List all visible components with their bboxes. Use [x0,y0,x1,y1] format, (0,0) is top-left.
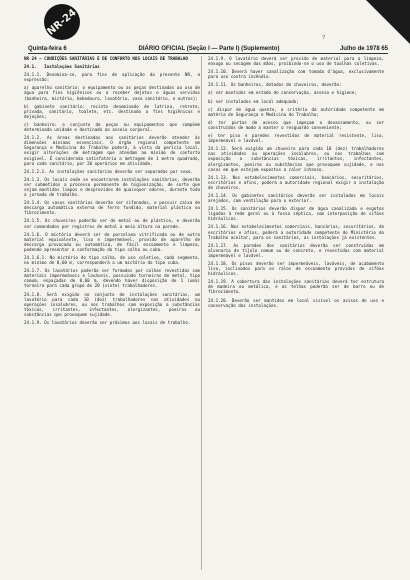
paragraph: 24.1.15. Os sanitários deverão dispor de água canalizada e esgotos ligados à rede geral ou à fossa séptica, com interposição de sifões hidráulicos. [208,206,387,222]
paragraph: 24.1.13. Nos estabelecimentos comerciais, bancários, securitários, escritórios e afins, poderá a autoridade regional exigir a instalação de chuveiros. [208,174,387,190]
page-number: 7 [322,35,326,41]
paragraph: 24.1.10. Deverá haver canalização com tomada d'água, exclusivamente para uso contra incêndio. [208,69,387,80]
header-title: DIÁRIO OFICIAL (Seção I — Parte I) (Suplemento) [138,45,280,52]
paragraph: c) dispor de água quente, a critério da autoridade competente em matéria de Segurança e Medicina do Trabalho; [208,106,387,117]
paragraph: 24.1.2. As áreas destinadas aos sanitários deverão atender às dimensões mínimas essenciais. O órgão regional competente em Segurança e Medicina do Trabalho poderá, à vista da perícia local, exigir alterações de metragem que atendam ao mínimo de conforto exigível. É considerada satisfatória a metragem de 1 metro quadrado, para cada sanitário, por 20 operários em atividade. [24,135,200,166]
right-column [208,56,387,572]
paragraph: 24.1.1. Denomina-se, para fins de aplicação da presente NR, a expressão: [24,72,200,83]
paragraph: 24.1.17. As paredes dos sanitários deverão ser construídas em alvenaria de tijolo comum ou de concreto, e revestidas com material impermeável e lavável. [208,242,387,258]
paragraph: b) gabinete sanitário: recinto denominado de latrina, retrete, privada, sanitário, toalete, etc. destinado a fins higiênicos e dejeções; [24,103,200,119]
paragraph: 24.1.16. Nos estabelecimentos comerciais, bancários, securitários, de escritórios e afins, poderá a autoridade competente do Ministério do Trabalho aceitar, para os sanitários, as instalações já existentes. [208,224,387,240]
paragraph: 24.1.14. Os gabinetes sanitários deverão ser instalados em locais arejados, com ventilação para o exterior. [208,192,387,204]
paragraph: c) banheiro: o conjunto de peças ou equipamentos que compõem determinada unidade e destinado ao asseio corporal. [24,121,200,133]
paragraph: 24.1.6.1. No mictório do tipo calha, de uso coletivo, cada segmento, no mínimo de 0,60 m, corresponderá a um mictório do tipo cuba. [24,255,200,266]
section-heading: NR 24 — CONDIÇÕES SANITÁRIAS E DE CONFORTO NOS LOCAIS DE TRABALHO [24,56,188,61]
black-corner [366,0,410,44]
paragraph: 24.1.5. Os chuveiros poderão ser de metal ou de plástico, e deverão ser comandados por registros de metal a meia altura na parede. [24,218,200,229]
paragraph: 24.1.8. Será exigido no conjunto de instalações sanitárias, um lavatório para cada 10 (dez) trabalhadores nas atividades ou operações insalubres, ou nos trabalhos com exposição a substâncias tóxicas, irritantes, infectantes, alergizantes, poeiras ou substâncias que provoquem sujidade. [24,291,200,317]
paragraph: 24.1.12. Será exigido um chuveiro para cada 10 (dez) trabalhadores nas atividades ou operações insalubres, ou nos trabalhos com exposição a substâncias tóxicas, irritantes, infectantes, alergizantes, poeiras ou substâncias que provoquem sujidade, e nos casos em que estejam expostos a calor intenso. [208,146,387,172]
paragraph: 24.1.3. Os locais onde se encontrarem instalações sanitárias, deverão ser submetidos a processo permanente de higienização, de sorte que sejam mantidos limpos e desprovidos de quaisquer odores, durante toda a jornada de trabalho. [24,176,200,198]
stamp-label: NR-24 [45,6,79,38]
paragraph: 24.1.20. Deverão ser mantidos em local visível os avisos de uso e conservação das instalações. [208,297,387,308]
paragraph: 24.1.18. Os pisos deverão ser impermeáveis, laváveis, de acabamento liso, inclinados para os ralos de escoamento providos de sifões hidráulicos. [208,261,387,277]
nr24-stamp-icon [44,4,80,40]
paragraph: 24.1.11. Os banheiros, dotados de chuveiros, deverão: [208,82,342,88]
paragraph: 24.1.7. Os lavatórios poderão ser formados por calhas revestidas com materiais impermeáveis e laváveis, possuindo torneiras de metal, tipo comum, espaçadas de 0,60 m, devendo haver disposição de 1 (uma) torneira para cada grupo de 20 (vinte) trabalhadores. [24,268,200,289]
paragraph: 24.1.2.1. As instalações sanitárias deverão ser separadas por sexo. [24,168,193,174]
paragraph: 24.1.19. A cobertura das instalações sanitárias deverá ter estrutura de madeira ou metálica, e as telhas poderão ser de barro ou de fibrocimento. [208,279,387,295]
paragraph: 24.1.4. Os vasos sanitários deverão ser sifonados, e possuir caixa de descarga automática externa de ferro fundido, material plástico ou fibrocimento. [24,200,200,216]
paragraph: 24.1.9. Os lavatórios deverão ser próximos aos locais de trabalho. [24,320,191,326]
paragraph: 24.1.6. O mictório deverá ser de porcelana vitrificada ou de outro material equivalente, liso e impermeável, provido de aparelho de descarga provocada ou automática, de fácil escoamento e limpeza, podendo apresentar a conformação do tipo calha ou cuba. [24,231,200,252]
header-date-right: Julho de 1978 65 [339,45,388,52]
section-heading: 24.1. Instalações Sanitárias [24,64,100,70]
paragraph: d) ter portas de acesso que impeçam o devassamento, ou ser construídos de modo a manter o resguardo conveniente; [208,119,387,130]
paragraph: a) aparelho sanitário: o equipamento ou as peças destinadas ao uso de água para fins higiênicos ou a receber dejetos e águas servidas (banheira, mictório, bebedouro, lavatório, vaso sanitário, e outros); [24,85,200,101]
paragraph: e) ter piso e paredes revestidos de material resistente, liso, impermeável e lavável. [208,133,387,144]
column-divider [201,56,202,570]
paragraph: 24.1.9. O lavatório deverá ser provido de material para a limpeza, enxugo ou secagem das mãos, proibindo-se o uso de toalhas coletivas. [208,56,387,67]
header-date-left: Quinta-feira 6 [28,45,67,52]
paragraph: a) ser mantidos em estado de conservação, asseio e higiene; [208,90,357,96]
gazette-header [28,44,388,53]
paragraph: b) ser instalados em local adequado; [208,98,299,104]
left-column [24,56,200,572]
header-rule [28,53,388,54]
